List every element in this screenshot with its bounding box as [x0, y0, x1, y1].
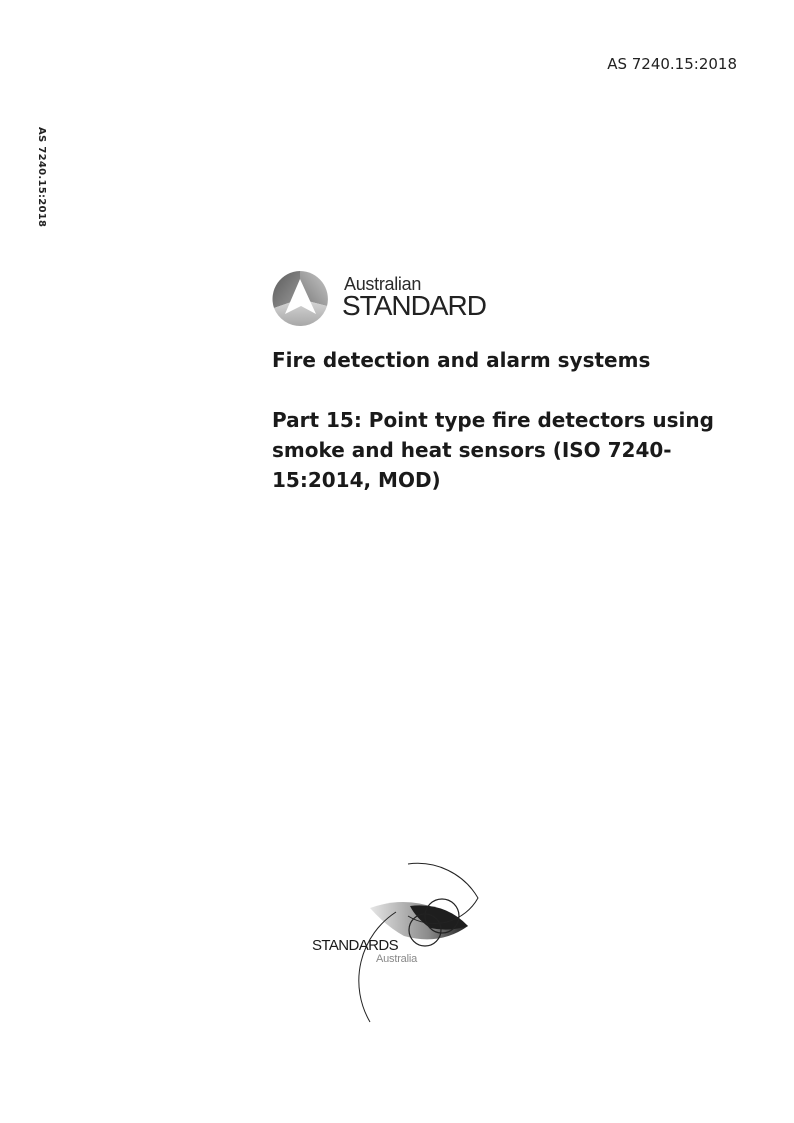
- standards-australia-logo: [300, 850, 500, 1030]
- australian-standard-logo: [271, 270, 486, 330]
- logo-text-australia: Australia: [376, 953, 417, 965]
- logo-text-standard: STANDARD: [342, 290, 486, 321]
- document-subtitle: Part 15: Point type fire detectors using smoke and heat sensors (ISO 7240-15:2014, MOD): [272, 408, 714, 492]
- document-code: AS 7240.15:2018: [607, 55, 737, 73]
- logo-text-australian: Australian: [344, 274, 422, 294]
- logo-text-standards: STANDARDS: [312, 937, 398, 954]
- spine-code: AS 7240.15:2018: [36, 127, 47, 228]
- australian-standard-emblem-icon: [271, 270, 331, 330]
- document-title: Fire detection and alarm systems: [272, 348, 651, 372]
